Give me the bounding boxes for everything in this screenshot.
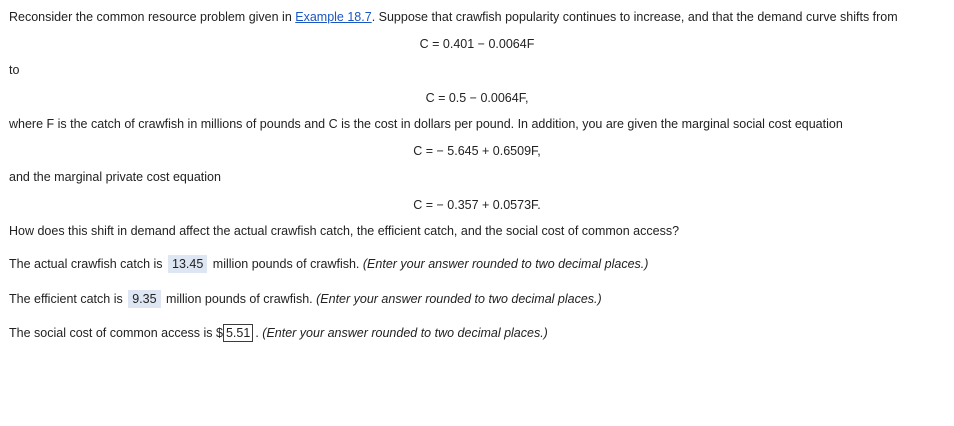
actual-catch-row: [9, 255, 648, 273]
efficient-catch-row: [9, 290, 602, 308]
intro-text-before: Reconsider the common resource problem given in: [9, 10, 296, 24]
actual-catch-prefix: The actual crawfish catch is: [9, 257, 163, 271]
actual-catch-answer-field[interactable]: 13.45: [168, 255, 207, 273]
intro-paragraph: [9, 10, 898, 24]
efficient-catch-hint: (Enter your answer rounded to two decimal places.): [316, 292, 602, 306]
efficient-catch-prefix: The efficient catch is: [9, 292, 123, 306]
equation-demand-old: C = 0.401 − 0.0064F: [419, 37, 535, 51]
social-cost-hint: (Enter your answer rounded to two decimal places.): [262, 326, 548, 340]
social-cost-row: [9, 324, 548, 342]
equation-marginal-social-cost: C = − 5.645 + 0.6509F,: [413, 144, 541, 158]
question-text: How does this shift in demand affect the actual crawfish catch, the efficient catch, and the social cost of common access?: [9, 224, 680, 238]
where-text: where F is the catch of crawfish in millions of pounds and C is the cost in dollars per pound. In addition, you are given the marginal social cost equation: [9, 117, 843, 131]
to-label: to: [9, 63, 20, 77]
equation-demand-new: C = 0.5 − 0.0064F,: [425, 91, 529, 105]
mpc-intro-text: and the marginal private cost equation: [9, 170, 221, 184]
efficient-catch-suffix: million pounds of crawfish.: [166, 292, 313, 306]
intro-text-after: . Suppose that crawfish popularity continues to increase, and that the demand curve shifts from: [371, 10, 898, 24]
equation-marginal-private-cost: C = − 0.357 + 0.0573F.: [413, 198, 541, 212]
social-cost-suffix: .: [255, 326, 259, 340]
social-cost-answer-field[interactable]: 5.51: [223, 324, 253, 342]
actual-catch-suffix: million pounds of crawfish.: [212, 257, 360, 271]
example-link[interactable]: Example 18.7: [295, 10, 372, 24]
social-cost-prefix: The social cost of common access is $: [9, 326, 223, 340]
efficient-catch-answer-field[interactable]: 9.35: [128, 290, 160, 308]
actual-catch-hint: (Enter your answer rounded to two decimal places.): [362, 257, 649, 271]
